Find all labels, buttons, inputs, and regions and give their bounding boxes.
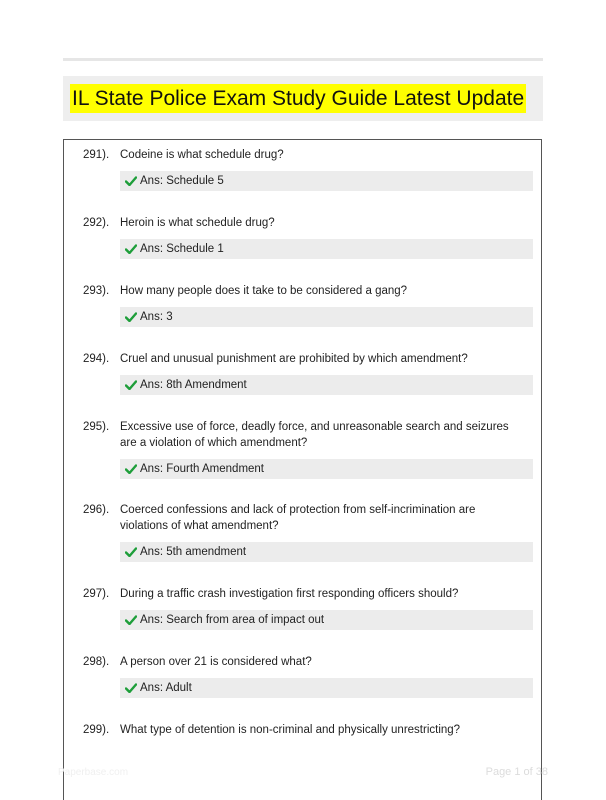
- answer-box: [120, 678, 533, 698]
- question-number: 291).: [83, 149, 110, 161]
- page-number: Page 1 of 38: [485, 766, 548, 778]
- answer-text: Ans: 3: [140, 311, 173, 323]
- checkmark-icon: [125, 312, 137, 322]
- answer-box: [120, 610, 533, 630]
- question-text: Coerced confessions and lack of protection from self-incrimination are violations of what amendment?: [120, 504, 476, 532]
- question-number: 298).: [83, 656, 110, 668]
- checkmark-icon: [125, 615, 137, 625]
- question-list: [63, 139, 542, 800]
- question-text: Excessive use of force, deadly force, and unreasonable search and seizures are a violation of which amendment?: [120, 421, 509, 449]
- question-text: What type of detention is non-criminal and physically unrestricting?: [120, 724, 461, 736]
- question-number: 297).: [83, 588, 110, 600]
- question-text: During a traffic crash investigation first responding officers should?: [120, 588, 459, 600]
- question-number: 293).: [83, 285, 110, 297]
- checkmark-icon: [125, 244, 137, 254]
- checkmark-icon: [125, 547, 137, 557]
- answer-text: Ans: Schedule 1: [140, 243, 224, 255]
- answer-text: Ans: 5th amendment: [140, 546, 247, 558]
- answer-box: [120, 307, 533, 327]
- answer-text: Ans: Fourth Amendment: [140, 463, 265, 475]
- answer-text: Ans: 8th Amendment: [140, 379, 247, 391]
- question-text: How many people does it take to be considered a gang?: [120, 285, 408, 297]
- answer-text: Ans: Schedule 5: [140, 175, 224, 187]
- question-text: A person over 21 is considered what?: [120, 656, 312, 668]
- answer-box: [120, 375, 533, 395]
- document-title: IL State Police Exam Study Guide Latest Update: [70, 84, 526, 113]
- footer-site-watermark: Paperbase.com: [58, 767, 129, 778]
- checkmark-icon: [125, 176, 137, 186]
- answer-box: [120, 171, 533, 191]
- question-number: 296).: [83, 504, 110, 516]
- answer-text: Ans: Search from area of impact out: [140, 614, 325, 626]
- checkmark-icon: [125, 464, 137, 474]
- answer-box: [120, 459, 533, 479]
- question-text: Cruel and unusual punishment are prohibited by which amendment?: [120, 353, 468, 365]
- checkmark-icon: [125, 380, 137, 390]
- answer-text: Ans: Adult: [140, 682, 192, 694]
- answer-box: [120, 542, 533, 562]
- checkmark-icon: [125, 683, 137, 693]
- answer-box: [120, 239, 533, 259]
- question-text: Heroin is what schedule drug?: [120, 217, 275, 229]
- question-number: 292).: [83, 217, 110, 229]
- question-number: 299).: [83, 724, 110, 736]
- top-divider: [63, 58, 543, 61]
- question-number: 294).: [83, 353, 110, 365]
- question-text: Codeine is what schedule drug?: [120, 149, 284, 161]
- question-number: 295).: [83, 421, 110, 433]
